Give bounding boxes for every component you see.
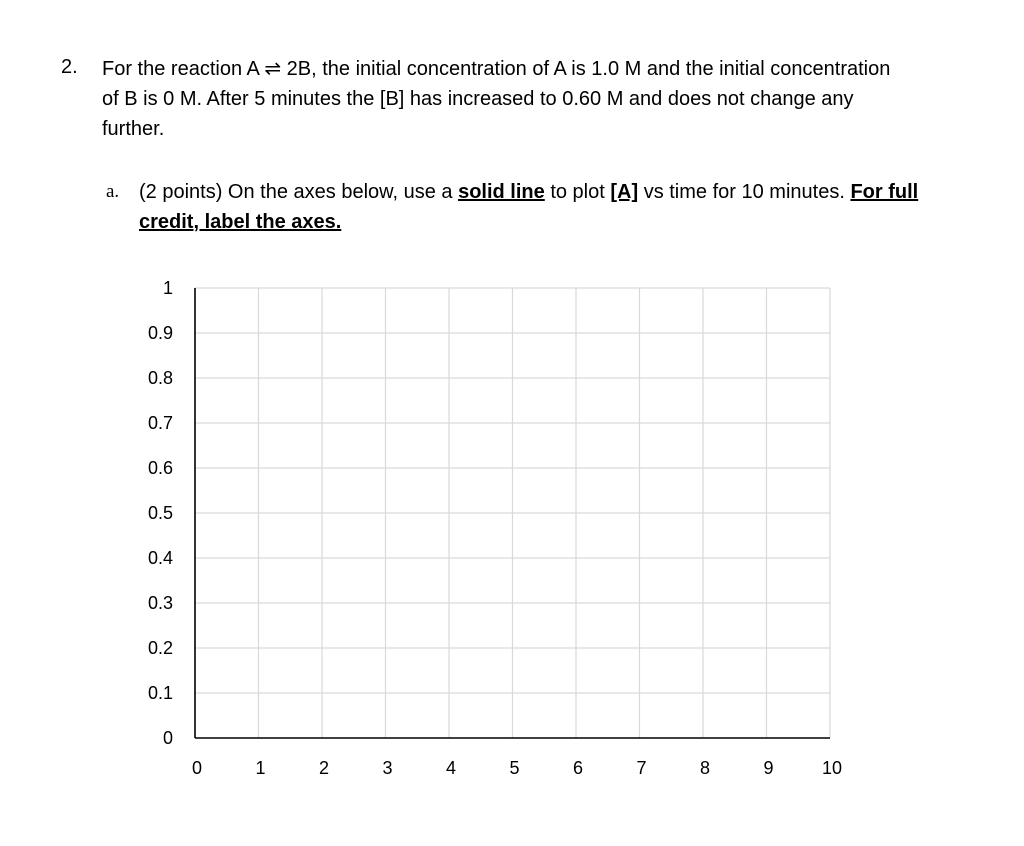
question-line-3: further. [102, 118, 165, 140]
x-tick-label-8: 8 [699, 758, 711, 778]
y-tick-label-0.2: 0.2 [147, 638, 173, 658]
part-a-text-1: (2 points) On the axes below, use a [139, 181, 459, 203]
y-tick-label-0.3: 0.3 [147, 593, 173, 613]
y-tick-label-1: 1 [162, 278, 173, 298]
y-tick-label-0.1: 0.1 [147, 683, 173, 703]
x-tick-label-0: 0 [191, 758, 203, 778]
y-tick-label-0.6: 0.6 [147, 458, 173, 478]
y-tick-label-0.5: 0.5 [147, 503, 173, 523]
x-tick-label-6: 6 [572, 758, 584, 778]
y-tick-label-0.7: 0.7 [147, 413, 173, 433]
y-tick-label-0.4: 0.4 [147, 548, 173, 568]
x-tick-label-3: 3 [382, 758, 393, 778]
part-a-emphasis-label-axes: credit, label the axes. [139, 211, 342, 233]
y-tick-label-0.9: 0.9 [147, 323, 173, 343]
question-line-1-end: 2B, the initial concentration of A is 1.0 M and the initial concentration [281, 58, 891, 80]
question-line-2: of B is 0 M. After 5 minutes the [B] has increased to 0.60 M and does not change any [102, 88, 854, 110]
x-tick-label-7: 7 [636, 758, 647, 778]
part-a-emphasis-full-credit: For full [850, 181, 919, 203]
part-a-emphasis-conc-a: [A] [610, 181, 639, 203]
part-a-letter: a. [106, 181, 120, 202]
part-a-text-2: to plot [544, 181, 611, 203]
x-tick-label-5: 5 [509, 758, 520, 778]
x-tick-label-9: 9 [763, 758, 774, 778]
question-number: 2. [61, 56, 78, 78]
question-line-1-start: For the reaction A [102, 58, 265, 80]
equilibrium-arrow-icon: ⇌ [264, 58, 282, 80]
x-tick-label-4: 4 [445, 758, 457, 778]
y-tick-label-0: 0 [162, 728, 173, 748]
x-tick-label-1: 1 [255, 758, 266, 778]
y-tick-label-0.8: 0.8 [147, 368, 173, 388]
x-tick-label-10: 10 [821, 758, 843, 778]
x-tick-label-2: 2 [318, 758, 330, 778]
part-a-emphasis-solid-line: solid line [458, 181, 545, 203]
part-a-text-3: vs time for 10 minutes. [638, 181, 851, 203]
